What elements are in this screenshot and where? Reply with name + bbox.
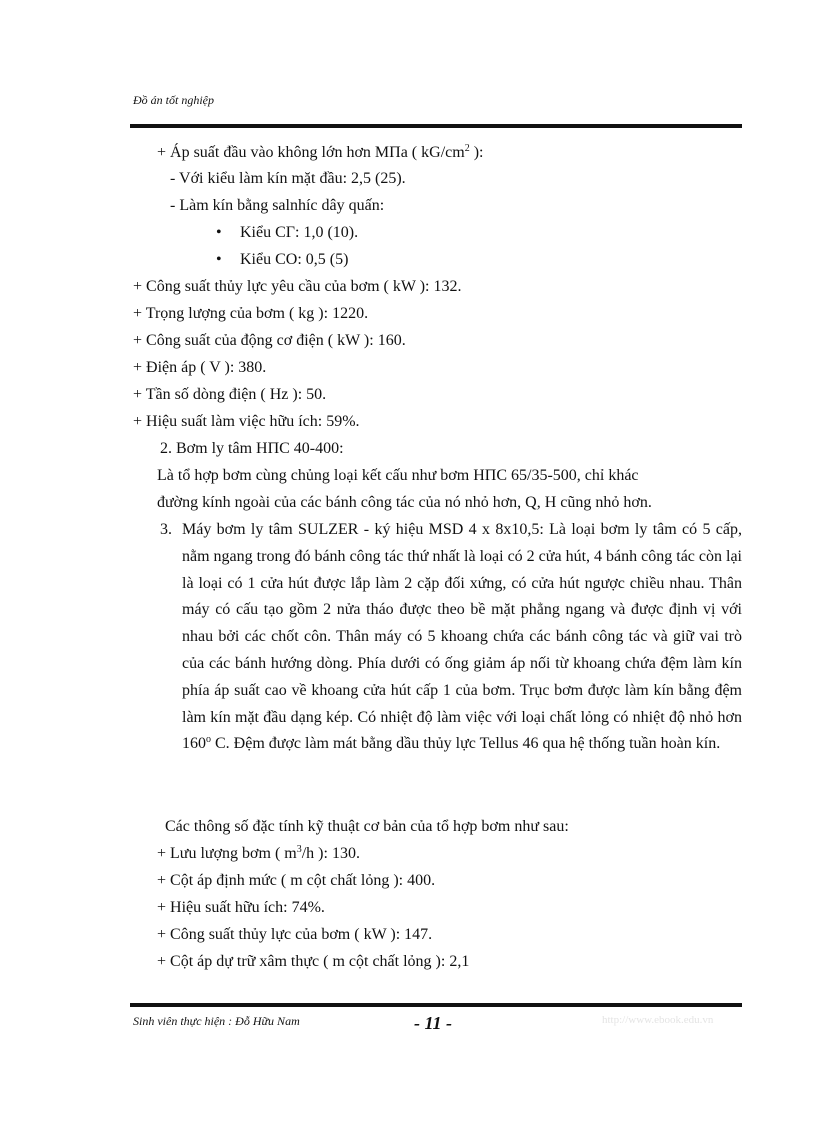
text: /h ): 130. [301,845,360,862]
header-title: Đồ án tốt nghiệp [133,93,214,107]
paragraph-line: Các thông số đặc tính kỹ thuật cơ bản của tổ hợp bơm như sau: [165,818,569,835]
text: C. Đệm được làm mát bằng dầu thủy lực Tellus 46 qua hệ thống tuần hoàn kín. [211,735,721,753]
header-rule [130,124,742,128]
superscript: 2 [464,143,470,154]
spec-line: + Trọng lượng của bơm ( kg ): 1220. [133,305,369,322]
section-heading: 2. Bơm ly tâm HПC 40-400: [160,440,344,457]
spec-line: + Công suất thủy lực của bơm ( kW ): 147. [157,926,433,943]
spec-line [157,844,360,864]
sulzer-paragraph [182,517,742,758]
footer-author: Sinh viên thực hiện : Đỗ Hữu Nam [133,1014,300,1028]
text: Máy bơm ly tâm SULZER - ký hiệu MSD 4 x 8x10,5: Là loại bơm ly tâm có 5 cấp, nằm ngang trong đó bánh công tác thứ nhất là loại có 2 cửa hút, 4 bánh công tác còn lại là loại có 1 cửa hút được lắp làm 2 cặp đối xứng, có cửa hút ngược chiều nhau. Thân máy có cấu tạo gồm 2 nửa tháo được theo bề mặt phẳng ngang và được định vị với nhau bởi các chốt côn. Thân máy có 5 khoang chứa các bánh công tác và giữ vai trò của các bánh hướng dòng. Phía dưới có ống giảm áp nối từ khoang chứa đệm làm kín phía áp suất cao về khoang cửa hút cấp 1 của bơm. Trục bơm được làm kín bằng đệm làm kín mặt đầu dạng kép. Có nhiệt độ làm việc với loại chất lỏng có nhiệt độ nhỏ hơn 160 [182,521,742,753]
text: Kiểu CO: 0,5 (5) [240,251,349,268]
footer-rule [130,1003,742,1007]
list-item [216,250,348,270]
spec-line: + Cột áp dự trữ xâm thực ( m cột chất lỏng ): 2,1 [157,953,470,970]
superscript: 3 [296,844,302,855]
paragraph-line: đường kính ngoài của các bánh công tác của nó nhỏ hơn, Q, H cũng nhỏ hơn. [157,494,652,511]
inlet-pressure-line [157,143,483,163]
section-number: 3. [160,521,172,538]
spec-line: + Công suất thủy lực yêu cầu của bơm ( kW ): 132. [133,278,462,295]
watermark-url: http://www.ebook.edu.vn [602,1014,714,1026]
spec-line: + Tần số dòng điện ( Hz ): 50. [133,386,327,403]
list-item: - Với kiểu làm kín mặt đầu: 2,5 (25). [170,170,406,187]
paragraph-line: Là tổ hợp bơm cùng chủng loại kết cấu như bơm HПC 65/35-500, chỉ khác [157,467,639,484]
list-item: - Làm kín bằng salnhíc dây quấn: [170,197,385,214]
text: + Áp suất đầu vào không lớn hơn MПa ( kG/cm [157,144,465,161]
text: ): [469,144,484,161]
list-item [216,223,358,243]
superscript: o [206,734,211,746]
text: + Lưu lượng bơm ( m [157,845,297,862]
text: Kiểu CГ: 1,0 (10). [240,224,359,241]
spec-line: + Hiệu suất hữu ích: 74%. [157,899,325,916]
bullet-icon: • [216,251,222,268]
spec-line: + Công suất của động cơ điện ( kW ): 160. [133,332,406,349]
bullet-icon: • [216,224,222,241]
spec-line: + Cột áp định mức ( m cột chất lỏng ): 400. [157,872,436,889]
page-number: - 11 - [414,1013,452,1033]
spec-line: + Hiệu suất làm việc hữu ích: 59%. [133,413,360,430]
spec-line: + Điện áp ( V ): 380. [133,359,267,376]
